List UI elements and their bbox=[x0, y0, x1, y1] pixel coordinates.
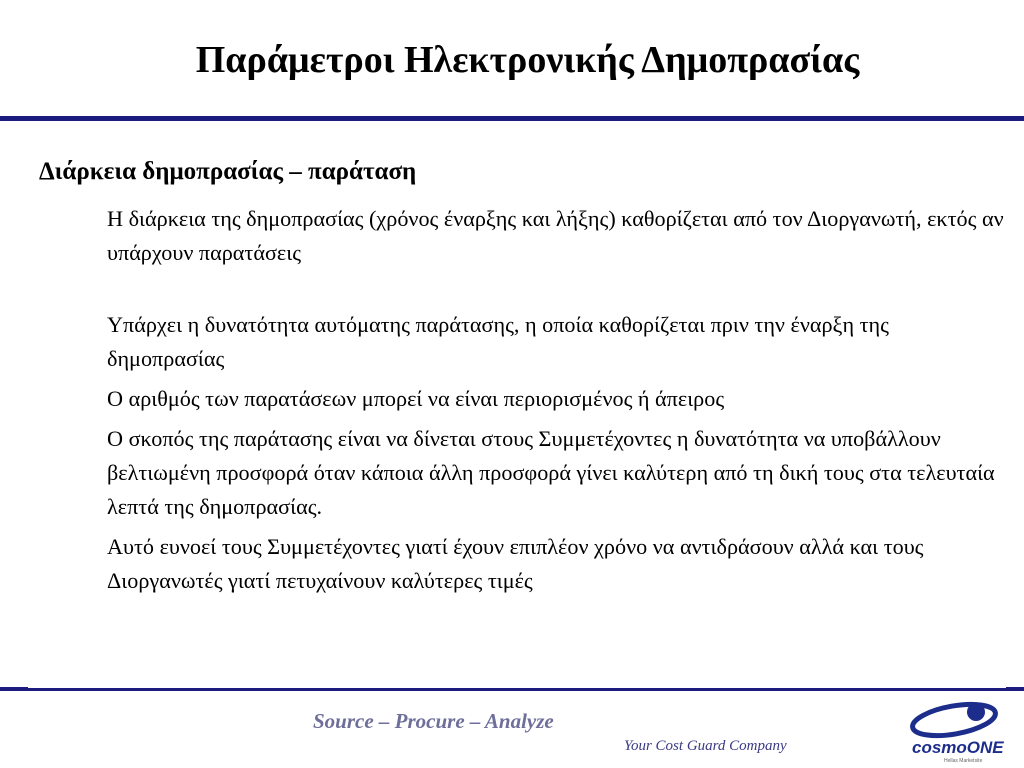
footer-divider bbox=[28, 688, 1006, 691]
footer-tagline: Source – Procure – Analyze bbox=[313, 709, 554, 733]
footer-divider-left bbox=[0, 687, 28, 691]
slide-title: Παράμετροι Ηλεκτρονικής Δημοπρασίας bbox=[195, 39, 860, 81]
svg-text:Hellas Marketsite: Hellas Marketsite bbox=[944, 758, 983, 764]
title-divider bbox=[0, 116, 1024, 121]
body-paragraph: Ο σκοπός της παράτασης είναι να δίνεται στους Συμμετέχοντες η δυνατότητα να υποβάλλουν βελτιωμένη προσφορά όταν κάποια άλλη προσφορά γίνει καλύτερη από τη δική τους στα τελευταία λεπτά της δημοπρασίας. bbox=[107, 426, 995, 519]
footer-company: Your Cost Guard Company bbox=[624, 738, 787, 754]
body-paragraph: Η διάρκεια της δημοπρασίας (χρόνος έναρξης και λήξης) καθορίζεται από τον Διοργανωτή, εκτός αν υπάρχουν παρατάσεις bbox=[107, 206, 1004, 265]
body-paragraph: Αυτό ευνοεί τους Συμμετέχοντες γιατί έχουν επιπλέον χρόνο να αντιδράσουν αλλά και τους Διοργανωτές γιατί πετυχαίνουν καλύτερες τιμές bbox=[107, 534, 924, 593]
body-paragraph: Υπάρχει η δυνατότητα αυτόματης παράτασης, η οποία καθορίζεται πριν την έναρξη της δημοπρασίας bbox=[107, 312, 889, 371]
section-heading: Διάρκεια δημοπρασίας – παράταση bbox=[39, 158, 417, 185]
footer-divider-right bbox=[1006, 687, 1024, 691]
body-paragraph: Ο αριθμός των παρατάσεων μπορεί να είναι περιορισμένος ή άπειρος bbox=[107, 386, 725, 411]
cosmoone-logo-icon bbox=[904, 698, 1018, 764]
svg-text:cosmoONE: cosmoONE bbox=[912, 738, 1004, 757]
slide-body bbox=[107, 202, 1007, 604]
